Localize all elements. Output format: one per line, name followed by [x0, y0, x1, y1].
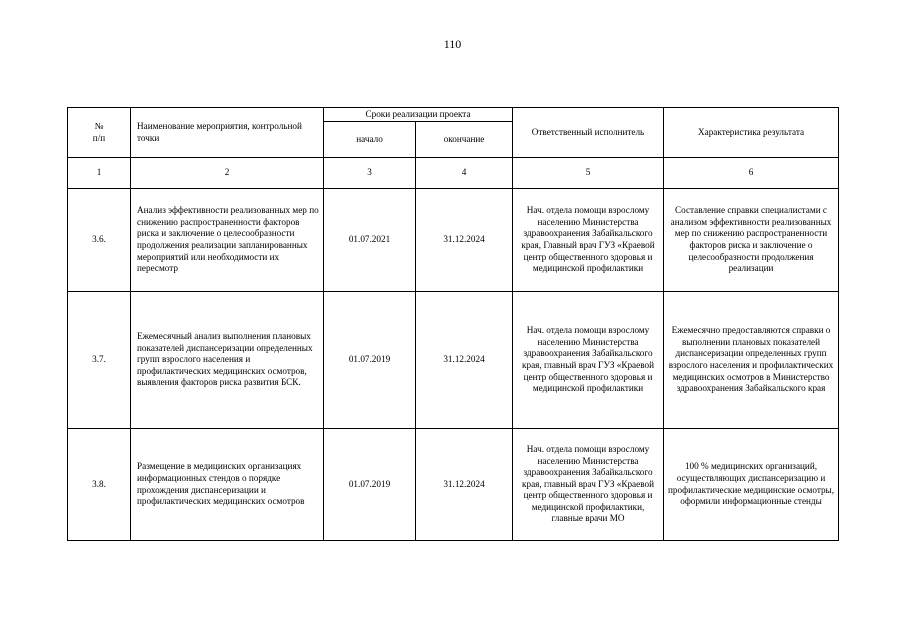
row-end: 31.12.2024: [416, 189, 513, 292]
row-result: Составление справки специалистами с анализом эффективности реализованных мер по снижению распространенности факторов риска и заключение о целесообразности продолжения реализации: [664, 189, 839, 292]
header-row: [68, 108, 839, 122]
row-name: Размещение в медицинских организациях информационных стендов о порядке прохождения диспансеризации и профилактических медицинских осмотров: [131, 429, 324, 541]
column-number: 3: [324, 158, 416, 189]
header-end: окончание: [416, 122, 513, 158]
table-row: [68, 189, 839, 292]
table-row: [68, 429, 839, 541]
row-result: 100 % медицинских организаций, осуществляющих диспансеризацию и профилактические медицинские осмотры, оформили информационные стенды: [664, 429, 839, 541]
row-end: 31.12.2024: [416, 429, 513, 541]
header-terms-group: Сроки реализации проекта: [324, 108, 513, 122]
row-responsible: Нач. отдела помощи взрослому населению Министерства здравоохранения Забайкальского края, главный врач ГУЗ «Краевой центр общественного здоровья и медицинской профилактики: [513, 292, 664, 429]
row-responsible: Нач. отдела помощи взрослому населению Министерства здравоохранения Забайкальского края, Главный врач ГУЗ «Краевой центр общественного здоровья и медицинской профилактики: [513, 189, 664, 292]
row-num: 3.7.: [68, 292, 131, 429]
events-table: [67, 107, 839, 541]
row-result: Ежемесячно предоставляются справки о выполнении плановых показателей диспансеризации определенных групп взрослого населения и профилактических медицинских осмотров в Министерство здравоохранения Забайкальского края: [664, 292, 839, 429]
row-name: Ежемесячный анализ выполнения плановых показателей диспансеризации определенных групп взрослого населения и профилактических медицинских осмотров, выявления факторов риска развития БСК.: [131, 292, 324, 429]
header-responsible: Ответственный исполнитель: [513, 108, 664, 158]
page-number: 110: [443, 37, 462, 51]
row-start: 01.07.2019: [324, 429, 416, 541]
column-number: 2: [131, 158, 324, 189]
column-number: 5: [513, 158, 664, 189]
header-num: № п/п: [68, 108, 131, 158]
row-num: 3.6.: [68, 189, 131, 292]
table-row: [68, 292, 839, 429]
row-num: 3.8.: [68, 429, 131, 541]
row-name: Анализ эффективности реализованных мер по снижению распространенности факторов риска и заключение о целесообразности продолжения реализации запланированных мероприятий или необходимости их пересмотр: [131, 189, 324, 292]
header-result: Характеристика результата: [664, 108, 839, 158]
column-number: 1: [68, 158, 131, 189]
column-number: 4: [416, 158, 513, 189]
row-responsible: Нач. отдела помощи взрослому населению Министерства здравоохранения Забайкальского края, главный врач ГУЗ «Краевой центр общественного здоровья и медицинской профилактики, главные врачи МО: [513, 429, 664, 541]
row-start: 01.07.2021: [324, 189, 416, 292]
header-name: Наименование мероприятия, контрольной точки: [131, 108, 324, 158]
column-numbers-row: [68, 158, 839, 189]
column-number: 6: [664, 158, 839, 189]
row-end: 31.12.2024: [416, 292, 513, 429]
header-start: начало: [324, 122, 416, 158]
row-start: 01.07.2019: [324, 292, 416, 429]
